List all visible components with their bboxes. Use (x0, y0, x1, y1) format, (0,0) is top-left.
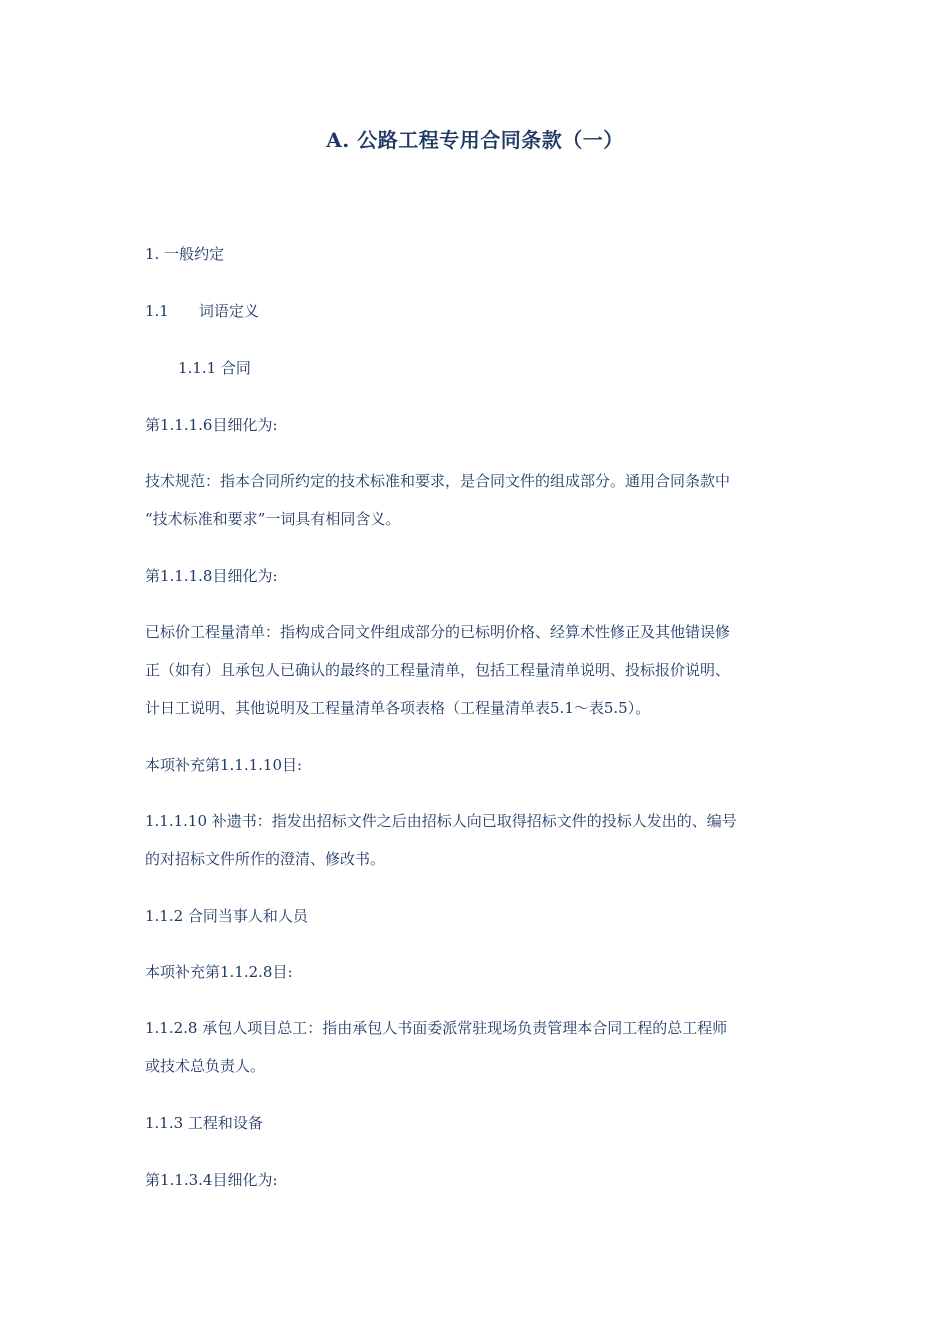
paragraph-1134-intro: 第1.1.3.4目细化为: (145, 1171, 278, 1189)
paragraph-1116-intro: 第1.1.1.6目细化为: (145, 416, 278, 434)
paragraph-addendum-line2: 的对招标文件所作的澄清、修改书。 (145, 850, 386, 868)
item-heading-parties: 1.1.2 合同当事人和人员 (145, 907, 308, 925)
paragraph-1128-intro: 本项补充第1.1.2.8目: (145, 963, 293, 981)
subsection-title: 词语定义 (198, 302, 259, 320)
section-heading-general: 1. 一般约定 (145, 245, 225, 263)
paragraph-1118-intro: 第1.1.1.8目细化为: (145, 567, 278, 585)
item-heading-contract: 1.1.1 合同 (178, 359, 251, 377)
paragraph-tech-spec-line2: “技术标准和要求”一词具有相同含义。 (145, 510, 401, 528)
subsection-heading-definitions (145, 301, 810, 321)
paragraph-tech-spec-line1: 技术规范：指本合同所约定的技术标准和要求，是合同文件的组成部分。通用合同条款中 (145, 472, 731, 490)
paragraph-addendum-line1: 1.1.1.10 补遗书：指发出招标文件之后由招标人向已取得招标文件的投标人发出的、编号 (145, 812, 737, 830)
paragraph-bill-line1: 已标价工程量清单：指构成合同文件组成部分的已标明价格、经算术性修正及其他错误修 (145, 623, 731, 641)
paragraph-chief-engineer-line2: 或技术总负责人。 (145, 1057, 266, 1075)
paragraph-bill-line2: 正（如有）且承包人已确认的最终的工程量清单，包括工程量清单说明、投标报价说明、 (145, 661, 731, 679)
item-heading-works-equipment: 1.1.3 工程和设备 (145, 1114, 263, 1132)
paragraph-11110-intro: 本项补充第1.1.1.10目: (145, 756, 303, 774)
paragraph-bill-line3: 计日工说明、其他说明及工程量清单各项表格（工程量清单表5.1～表5.5）。 (145, 699, 651, 717)
subsection-number: 1.1 (145, 302, 169, 320)
paragraph-chief-engineer-line1: 1.1.2.8 承包人项目总工：指由承包人书面委派常驻现场负责管理本合同工程的总工程师 (145, 1019, 728, 1037)
page-title: A. 公路工程专用合同条款（一） (326, 128, 624, 152)
